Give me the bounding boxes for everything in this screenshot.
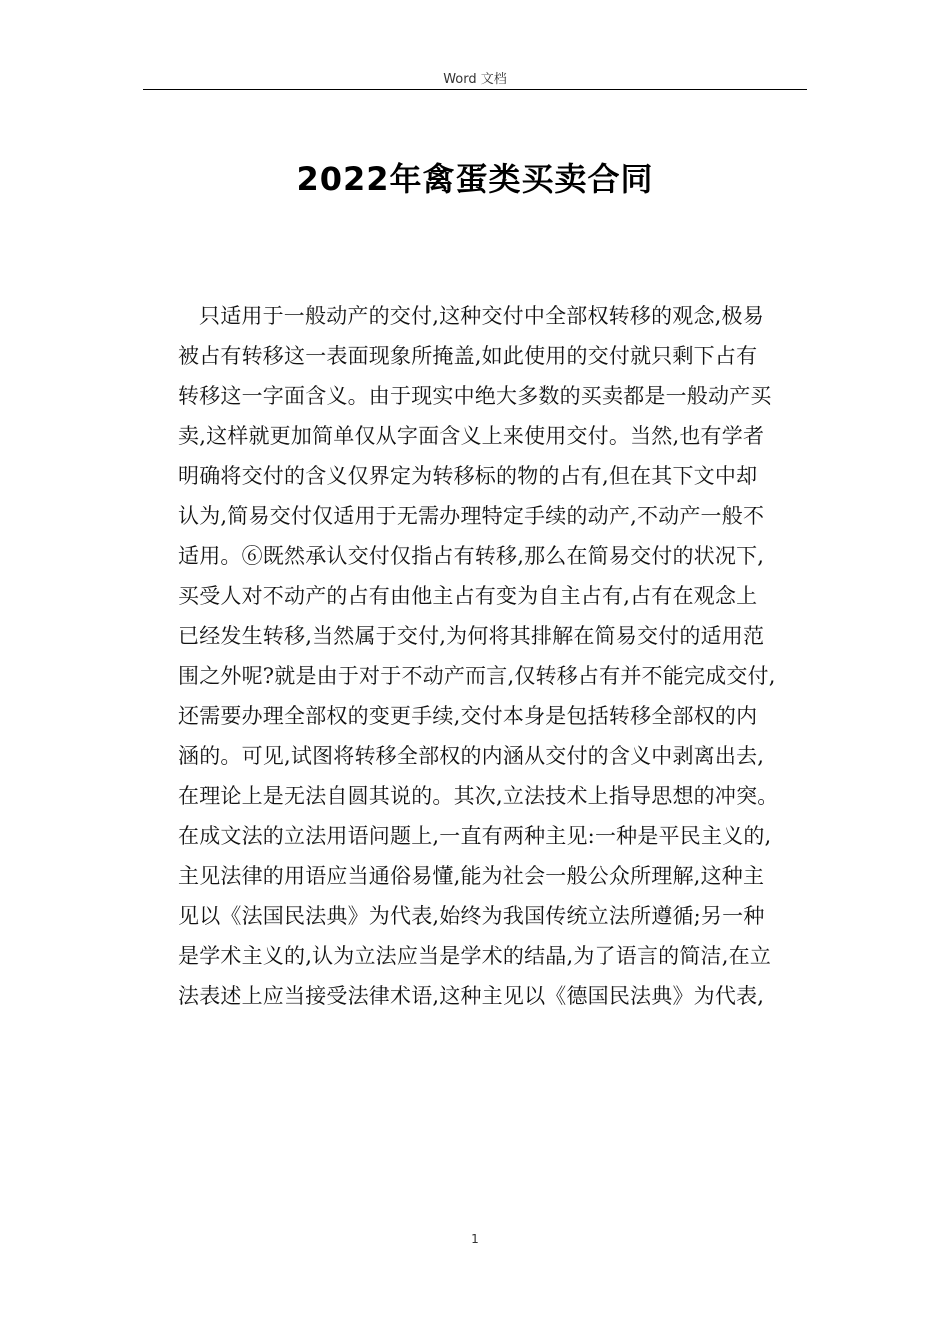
document-title: 2022年禽蛋类买卖合同 xyxy=(296,160,654,198)
body-line: 涵的。可见,试图将转移全部权的内涵从交付的含义中剥离出去, xyxy=(178,744,765,768)
body-line: 认为,简易交付仅适用于无需办理特定手续的动产,不动产一般不 xyxy=(178,504,765,528)
body-line: 只适用于一般动产的交付,这种交付中全部权转移的观念,极易 xyxy=(199,304,764,328)
header-divider xyxy=(143,89,807,90)
body-line: 在理论上是无法自圆其说的。其次,立法技术上指导思想的冲突。 xyxy=(178,784,779,808)
body-line: 被占有转移这一表面现象所掩盖,如此使用的交付就只剩下占有 xyxy=(178,344,758,368)
body-line: 转移这一字面含义。由于现实中绝大多数的买卖都是一般动产买 xyxy=(178,384,772,408)
document-body xyxy=(178,296,808,1016)
body-line: 法表述上应当接受法律术语,这种主见以《德国民法典》为代表, xyxy=(178,984,765,1008)
body-line: 还需要办理全部权的变更手续,交付本身是包括转移全部权的内 xyxy=(178,704,758,728)
body-line: 是学术主义的,认为立法应当是学术的结晶,为了语言的简洁,在立 xyxy=(178,944,772,968)
body-line: 见以《法国民法典》为代表,始终为我国传统立法所遵循;另一种 xyxy=(178,904,765,928)
body-line: 适用。⑥既然承认交付仅指占有转移,那么在简易交付的状况下, xyxy=(178,544,765,568)
body-line: 卖,这样就更加简单仅从字面含义上来使用交付。当然,也有学者 xyxy=(178,424,765,448)
body-line: 买受人对不动产的占有由他主占有变为自主占有,占有在观念上 xyxy=(178,584,758,608)
body-line: 明确将交付的含义仅界定为转移标的物的占有,但在其下文中却 xyxy=(178,464,758,488)
body-line: 在成文法的立法用语问题上,一直有两种主见:一种是平民主义的, xyxy=(178,824,772,848)
page-header-label: Word 文档 xyxy=(443,72,507,87)
body-line: 已经发生转移,当然属于交付,为何将其排解在简易交付的适用范 xyxy=(178,624,765,648)
body-line: 围之外呢?就是由于对于不动产而言,仅转移占有并不能完成交付, xyxy=(178,664,776,688)
page-number: 1 xyxy=(471,1232,479,1246)
body-line: 主见法律的用语应当通俗易懂,能为社会一般公众所理解,这种主 xyxy=(178,864,765,888)
